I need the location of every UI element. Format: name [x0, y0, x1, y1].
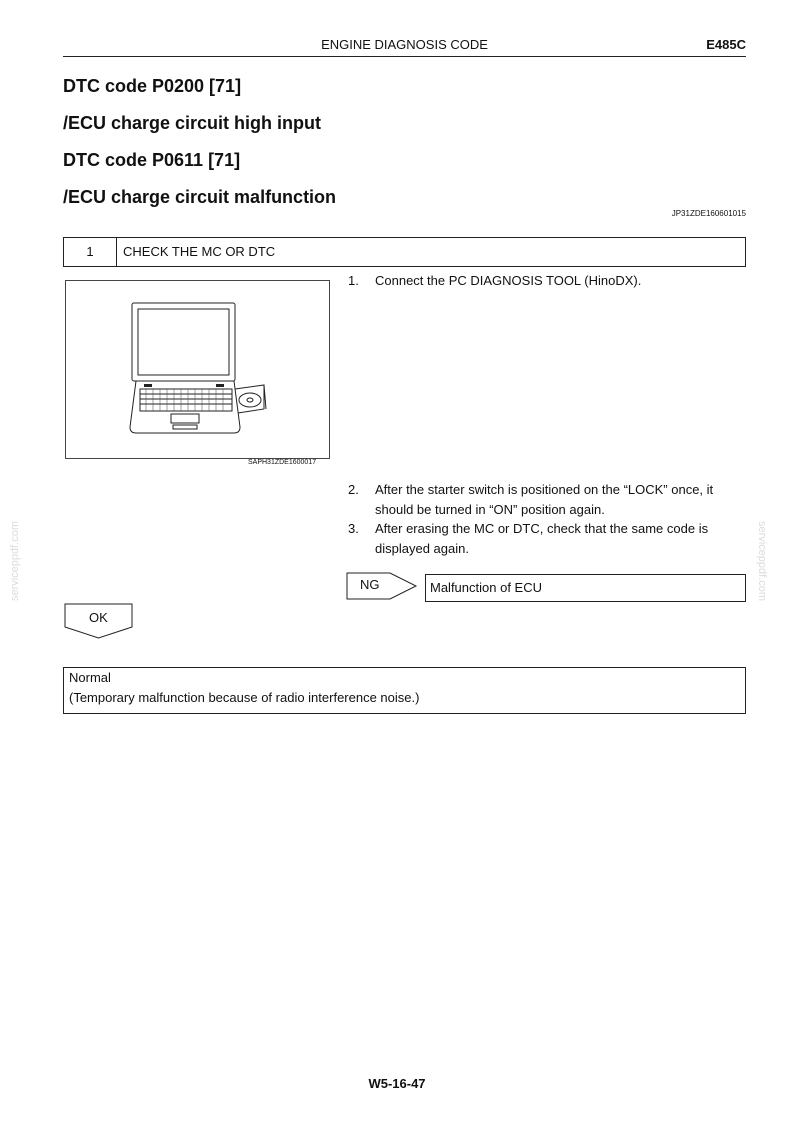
normal-title: Normal	[69, 670, 111, 685]
ng-arrow-icon	[346, 572, 418, 602]
step-title: CHECK THE MC OR DTC	[123, 244, 276, 259]
heading-dtc-p0200: DTC code P0200 [71]	[63, 76, 242, 96]
ng-result-text: Malfunction of ECU	[430, 580, 542, 595]
instruction-1-text: Connect the PC DIAGNOSIS TOOL (HinoDX).	[375, 273, 642, 288]
ok-label: OK	[89, 610, 108, 625]
heading-high-input: /ECU charge circuit high input	[63, 113, 322, 133]
instruction-3-number: 3.	[348, 521, 359, 536]
watermark-right: serviceppdf.com	[756, 520, 769, 602]
normal-note: (Temporary malfunction because of radio interference noise.)	[69, 690, 420, 705]
ng-label: NG	[360, 577, 380, 592]
header-section-title: ENGINE DIAGNOSIS CODE	[321, 37, 488, 52]
header-rule	[63, 56, 746, 57]
instruction-3-text: After erasing the MC or DTC, check that the same code is displayed again.	[375, 521, 709, 556]
watermark-left: serviceppdf.com	[9, 520, 22, 602]
document-id: JP31ZDE160601015	[671, 209, 746, 218]
instruction-1-number: 1.	[348, 273, 359, 288]
instruction-2-number: 2.	[348, 482, 359, 497]
normal-result-box	[63, 667, 746, 714]
page-number: W5-16-47	[368, 1076, 426, 1091]
laptop-icon	[66, 281, 329, 458]
figure-caption: SAPH31ZDE1600017	[248, 459, 317, 466]
step-number: 1	[64, 238, 117, 266]
header-doc-code: E485C	[706, 37, 746, 52]
heading-malfunction: /ECU charge circuit malfunction	[63, 187, 337, 207]
instruction-2-text: After the starter switch is positioned on the “LOCK” once, it should be turned in “ON” position again.	[375, 482, 714, 517]
figure-box	[65, 280, 330, 459]
heading-dtc-p0611: DTC code P0611 [71]	[63, 150, 241, 170]
step-box	[63, 237, 746, 267]
ng-result-box	[425, 574, 746, 602]
